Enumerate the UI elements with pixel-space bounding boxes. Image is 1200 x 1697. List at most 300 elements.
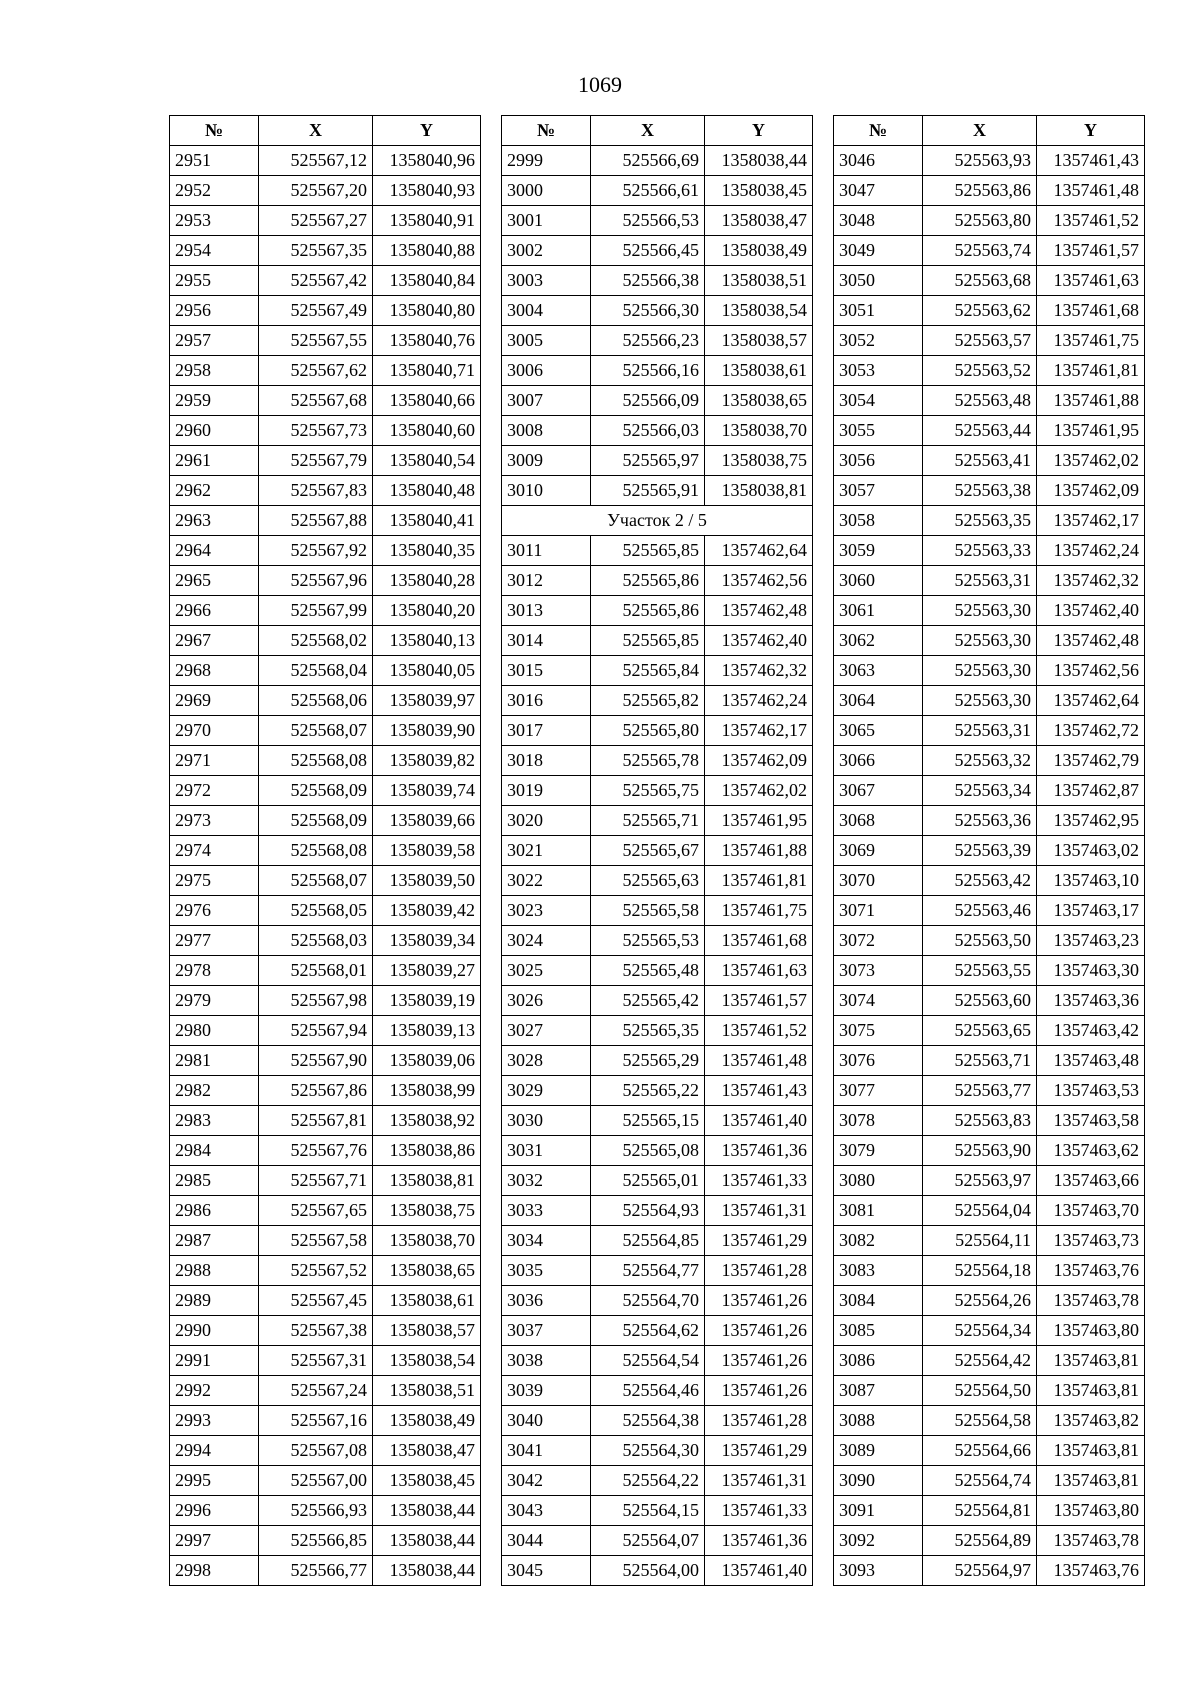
y-coordinate: 1358038,57 bbox=[705, 326, 813, 356]
y-coordinate: 1357461,75 bbox=[705, 896, 813, 926]
point-number: 2969 bbox=[170, 686, 259, 716]
point-number: 3071 bbox=[834, 896, 923, 926]
table-row bbox=[170, 1196, 481, 1226]
y-coordinate: 1357461,43 bbox=[705, 1076, 813, 1106]
table-row bbox=[170, 836, 481, 866]
y-coordinate: 1358038,49 bbox=[705, 236, 813, 266]
table-row bbox=[834, 206, 1145, 236]
table-row bbox=[502, 686, 813, 716]
point-number: 3027 bbox=[502, 1016, 591, 1046]
table-row bbox=[170, 746, 481, 776]
table-row bbox=[502, 1016, 813, 1046]
point-number: 3085 bbox=[834, 1316, 923, 1346]
table-row bbox=[170, 1226, 481, 1256]
table-row bbox=[834, 506, 1145, 536]
table-row bbox=[170, 1016, 481, 1046]
x-coordinate: 525567,31 bbox=[259, 1346, 373, 1376]
table-row bbox=[834, 896, 1145, 926]
x-coordinate: 525565,85 bbox=[591, 626, 705, 656]
coordinates-table-2 bbox=[501, 115, 813, 1586]
table-row bbox=[170, 476, 481, 506]
point-number: 2968 bbox=[170, 656, 259, 686]
y-coordinate: 1358040,93 bbox=[373, 176, 481, 206]
x-coordinate: 525564,81 bbox=[923, 1496, 1037, 1526]
table-header-row bbox=[170, 116, 481, 146]
y-coordinate: 1357462,64 bbox=[705, 536, 813, 566]
point-number: 3052 bbox=[834, 326, 923, 356]
x-coordinate: 525563,30 bbox=[923, 686, 1037, 716]
point-number: 2963 bbox=[170, 506, 259, 536]
x-coordinate: 525563,80 bbox=[923, 206, 1037, 236]
y-coordinate: 1357461,36 bbox=[705, 1136, 813, 1166]
x-coordinate: 525567,52 bbox=[259, 1256, 373, 1286]
table-row bbox=[834, 866, 1145, 896]
y-coordinate: 1357461,33 bbox=[705, 1166, 813, 1196]
table-row bbox=[502, 836, 813, 866]
x-coordinate: 525565,48 bbox=[591, 956, 705, 986]
table-row bbox=[170, 626, 481, 656]
point-number: 2993 bbox=[170, 1406, 259, 1436]
point-number: 3080 bbox=[834, 1166, 923, 1196]
point-number: 3069 bbox=[834, 836, 923, 866]
x-coordinate: 525563,83 bbox=[923, 1106, 1037, 1136]
table-row bbox=[502, 866, 813, 896]
x-coordinate: 525566,30 bbox=[591, 296, 705, 326]
y-coordinate: 1358038,70 bbox=[705, 416, 813, 446]
point-number: 2997 bbox=[170, 1526, 259, 1556]
table-row bbox=[170, 716, 481, 746]
point-number: 2976 bbox=[170, 896, 259, 926]
x-coordinate: 525564,58 bbox=[923, 1406, 1037, 1436]
y-coordinate: 1357461,57 bbox=[1037, 236, 1145, 266]
table-header-row bbox=[502, 116, 813, 146]
point-number: 3088 bbox=[834, 1406, 923, 1436]
y-coordinate: 1357461,29 bbox=[705, 1226, 813, 1256]
table-row bbox=[170, 926, 481, 956]
y-coordinate: 1357462,79 bbox=[1037, 746, 1145, 776]
point-number: 3043 bbox=[502, 1496, 591, 1526]
point-number: 3040 bbox=[502, 1406, 591, 1436]
point-number: 2959 bbox=[170, 386, 259, 416]
y-coordinate: 1357462,40 bbox=[705, 626, 813, 656]
header-number: № bbox=[834, 116, 923, 146]
x-coordinate: 525566,38 bbox=[591, 266, 705, 296]
table-row bbox=[502, 1406, 813, 1436]
table-row bbox=[502, 1496, 813, 1526]
x-coordinate: 525563,52 bbox=[923, 356, 1037, 386]
table-row bbox=[502, 1556, 813, 1586]
y-coordinate: 1357461,40 bbox=[705, 1556, 813, 1586]
y-coordinate: 1357461,43 bbox=[1037, 146, 1145, 176]
x-coordinate: 525564,15 bbox=[591, 1496, 705, 1526]
point-number: 2957 bbox=[170, 326, 259, 356]
x-coordinate: 525565,84 bbox=[591, 656, 705, 686]
y-coordinate: 1358040,41 bbox=[373, 506, 481, 536]
y-coordinate: 1358038,44 bbox=[705, 146, 813, 176]
x-coordinate: 525567,35 bbox=[259, 236, 373, 266]
x-coordinate: 525563,60 bbox=[923, 986, 1037, 1016]
point-number: 3067 bbox=[834, 776, 923, 806]
point-number: 3021 bbox=[502, 836, 591, 866]
table-row bbox=[170, 1046, 481, 1076]
coordinates-table-3 bbox=[833, 115, 1145, 1586]
point-number: 3070 bbox=[834, 866, 923, 896]
x-coordinate: 525568,04 bbox=[259, 656, 373, 686]
y-coordinate: 1357461,36 bbox=[705, 1526, 813, 1556]
table-row bbox=[170, 776, 481, 806]
y-coordinate: 1358038,45 bbox=[705, 176, 813, 206]
y-coordinate: 1357463,81 bbox=[1037, 1466, 1145, 1496]
table-row bbox=[170, 1166, 481, 1196]
x-coordinate: 525568,05 bbox=[259, 896, 373, 926]
table-row bbox=[502, 1106, 813, 1136]
y-coordinate: 1358038,57 bbox=[373, 1316, 481, 1346]
x-coordinate: 525564,50 bbox=[923, 1376, 1037, 1406]
table-row bbox=[170, 1256, 481, 1286]
x-coordinate: 525566,61 bbox=[591, 176, 705, 206]
table-row bbox=[502, 446, 813, 476]
table-row bbox=[502, 926, 813, 956]
table-row bbox=[834, 1016, 1145, 1046]
y-coordinate: 1357463,80 bbox=[1037, 1316, 1145, 1346]
x-coordinate: 525566,69 bbox=[591, 146, 705, 176]
table-row bbox=[170, 806, 481, 836]
table-row bbox=[170, 536, 481, 566]
x-coordinate: 525563,65 bbox=[923, 1016, 1037, 1046]
x-coordinate: 525563,41 bbox=[923, 446, 1037, 476]
point-number: 3006 bbox=[502, 356, 591, 386]
point-number: 3062 bbox=[834, 626, 923, 656]
point-number: 3078 bbox=[834, 1106, 923, 1136]
x-coordinate: 525564,62 bbox=[591, 1316, 705, 1346]
table-row bbox=[834, 1256, 1145, 1286]
y-coordinate: 1358040,84 bbox=[373, 266, 481, 296]
x-coordinate: 525565,71 bbox=[591, 806, 705, 836]
y-coordinate: 1357462,02 bbox=[1037, 446, 1145, 476]
table-row bbox=[834, 536, 1145, 566]
point-number: 3058 bbox=[834, 506, 923, 536]
table-row bbox=[834, 1196, 1145, 1226]
table-row bbox=[834, 266, 1145, 296]
x-coordinate: 525567,16 bbox=[259, 1406, 373, 1436]
y-coordinate: 1357461,29 bbox=[705, 1436, 813, 1466]
y-coordinate: 1358038,75 bbox=[705, 446, 813, 476]
x-coordinate: 525567,99 bbox=[259, 596, 373, 626]
x-coordinate: 525567,83 bbox=[259, 476, 373, 506]
table-row bbox=[170, 266, 481, 296]
x-coordinate: 525568,01 bbox=[259, 956, 373, 986]
point-number: 3081 bbox=[834, 1196, 923, 1226]
table-row bbox=[834, 806, 1145, 836]
table-row bbox=[834, 776, 1145, 806]
y-coordinate: 1357462,40 bbox=[1037, 596, 1145, 626]
x-coordinate: 525563,31 bbox=[923, 566, 1037, 596]
y-coordinate: 1357461,28 bbox=[705, 1406, 813, 1436]
point-number: 3015 bbox=[502, 656, 591, 686]
point-number: 3007 bbox=[502, 386, 591, 416]
point-number: 3023 bbox=[502, 896, 591, 926]
x-coordinate: 525567,81 bbox=[259, 1106, 373, 1136]
x-coordinate: 525566,45 bbox=[591, 236, 705, 266]
y-coordinate: 1357462,87 bbox=[1037, 776, 1145, 806]
table-row bbox=[834, 626, 1145, 656]
y-coordinate: 1357461,81 bbox=[705, 866, 813, 896]
x-coordinate: 525563,44 bbox=[923, 416, 1037, 446]
point-number: 2990 bbox=[170, 1316, 259, 1346]
y-coordinate: 1358038,86 bbox=[373, 1136, 481, 1166]
y-coordinate: 1357462,09 bbox=[705, 746, 813, 776]
y-coordinate: 1357461,48 bbox=[1037, 176, 1145, 206]
x-coordinate: 525563,36 bbox=[923, 806, 1037, 836]
point-number: 3001 bbox=[502, 206, 591, 236]
y-coordinate: 1358038,54 bbox=[705, 296, 813, 326]
table-row bbox=[834, 296, 1145, 326]
x-coordinate: 525563,38 bbox=[923, 476, 1037, 506]
point-number: 2975 bbox=[170, 866, 259, 896]
point-number: 3072 bbox=[834, 926, 923, 956]
x-coordinate: 525567,86 bbox=[259, 1076, 373, 1106]
x-coordinate: 525567,62 bbox=[259, 356, 373, 386]
table-row bbox=[170, 416, 481, 446]
table-row bbox=[834, 1136, 1145, 1166]
table-row bbox=[834, 1346, 1145, 1376]
point-number: 3012 bbox=[502, 566, 591, 596]
y-coordinate: 1358039,66 bbox=[373, 806, 481, 836]
y-coordinate: 1357463,80 bbox=[1037, 1496, 1145, 1526]
point-number: 3033 bbox=[502, 1196, 591, 1226]
x-coordinate: 525564,85 bbox=[591, 1226, 705, 1256]
point-number: 2961 bbox=[170, 446, 259, 476]
x-coordinate: 525563,30 bbox=[923, 626, 1037, 656]
table-row bbox=[170, 1106, 481, 1136]
y-coordinate: 1357461,28 bbox=[705, 1256, 813, 1286]
point-number: 3087 bbox=[834, 1376, 923, 1406]
y-coordinate: 1358040,96 bbox=[373, 146, 481, 176]
y-coordinate: 1357462,64 bbox=[1037, 686, 1145, 716]
point-number: 3011 bbox=[502, 536, 591, 566]
x-coordinate: 525563,35 bbox=[923, 506, 1037, 536]
x-coordinate: 525563,62 bbox=[923, 296, 1037, 326]
point-number: 2995 bbox=[170, 1466, 259, 1496]
y-coordinate: 1357461,75 bbox=[1037, 326, 1145, 356]
x-coordinate: 525567,27 bbox=[259, 206, 373, 236]
point-number: 3066 bbox=[834, 746, 923, 776]
point-number: 3050 bbox=[834, 266, 923, 296]
table-row bbox=[170, 986, 481, 1016]
x-coordinate: 525568,06 bbox=[259, 686, 373, 716]
y-coordinate: 1357462,24 bbox=[705, 686, 813, 716]
x-coordinate: 525566,53 bbox=[591, 206, 705, 236]
point-number: 2962 bbox=[170, 476, 259, 506]
table-row bbox=[170, 146, 481, 176]
x-coordinate: 525567,68 bbox=[259, 386, 373, 416]
y-coordinate: 1358038,49 bbox=[373, 1406, 481, 1436]
y-coordinate: 1357463,66 bbox=[1037, 1166, 1145, 1196]
x-coordinate: 525564,26 bbox=[923, 1286, 1037, 1316]
x-coordinate: 525563,90 bbox=[923, 1136, 1037, 1166]
point-number: 2982 bbox=[170, 1076, 259, 1106]
table-row bbox=[170, 1376, 481, 1406]
table-row bbox=[502, 596, 813, 626]
y-coordinate: 1358040,71 bbox=[373, 356, 481, 386]
x-coordinate: 525564,30 bbox=[591, 1436, 705, 1466]
point-number: 3016 bbox=[502, 686, 591, 716]
point-number: 3048 bbox=[834, 206, 923, 236]
x-coordinate: 525565,63 bbox=[591, 866, 705, 896]
x-coordinate: 525565,58 bbox=[591, 896, 705, 926]
table-row bbox=[170, 446, 481, 476]
point-number: 3047 bbox=[834, 176, 923, 206]
x-coordinate: 525565,75 bbox=[591, 776, 705, 806]
x-coordinate: 525567,94 bbox=[259, 1016, 373, 1046]
point-number: 3064 bbox=[834, 686, 923, 716]
table-row bbox=[502, 1196, 813, 1226]
point-number: 3054 bbox=[834, 386, 923, 416]
table-row bbox=[170, 176, 481, 206]
y-coordinate: 1357462,48 bbox=[705, 596, 813, 626]
x-coordinate: 525566,16 bbox=[591, 356, 705, 386]
point-number: 3034 bbox=[502, 1226, 591, 1256]
y-coordinate: 1358038,65 bbox=[705, 386, 813, 416]
header-y: Y bbox=[1037, 116, 1145, 146]
table-row bbox=[834, 146, 1145, 176]
x-coordinate: 525563,74 bbox=[923, 236, 1037, 266]
y-coordinate: 1357463,17 bbox=[1037, 896, 1145, 926]
y-coordinate: 1357461,68 bbox=[705, 926, 813, 956]
point-number: 3093 bbox=[834, 1556, 923, 1586]
x-coordinate: 525563,30 bbox=[923, 656, 1037, 686]
table-row bbox=[502, 296, 813, 326]
table-row bbox=[502, 746, 813, 776]
y-coordinate: 1358039,50 bbox=[373, 866, 481, 896]
table-row bbox=[502, 776, 813, 806]
section-row bbox=[502, 506, 813, 536]
table-row bbox=[834, 596, 1145, 626]
table-row bbox=[502, 716, 813, 746]
y-coordinate: 1358038,65 bbox=[373, 1256, 481, 1286]
table-row bbox=[170, 1076, 481, 1106]
table-row bbox=[170, 656, 481, 686]
point-number: 2953 bbox=[170, 206, 259, 236]
table-row bbox=[170, 686, 481, 716]
y-coordinate: 1358038,75 bbox=[373, 1196, 481, 1226]
y-coordinate: 1357463,58 bbox=[1037, 1106, 1145, 1136]
y-coordinate: 1358040,13 bbox=[373, 626, 481, 656]
x-coordinate: 525567,38 bbox=[259, 1316, 373, 1346]
table-row bbox=[170, 1136, 481, 1166]
x-coordinate: 525564,97 bbox=[923, 1556, 1037, 1586]
x-coordinate: 525565,22 bbox=[591, 1076, 705, 1106]
x-coordinate: 525563,68 bbox=[923, 266, 1037, 296]
table-row bbox=[834, 386, 1145, 416]
point-number: 3063 bbox=[834, 656, 923, 686]
table-row bbox=[834, 1316, 1145, 1346]
point-number: 3020 bbox=[502, 806, 591, 836]
table-row bbox=[834, 356, 1145, 386]
table-row bbox=[502, 476, 813, 506]
y-coordinate: 1357461,95 bbox=[1037, 416, 1145, 446]
table-row bbox=[834, 566, 1145, 596]
x-coordinate: 525563,31 bbox=[923, 716, 1037, 746]
table-row bbox=[834, 236, 1145, 266]
table-row bbox=[502, 1046, 813, 1076]
point-number: 3076 bbox=[834, 1046, 923, 1076]
x-coordinate: 525567,71 bbox=[259, 1166, 373, 1196]
point-number: 3028 bbox=[502, 1046, 591, 1076]
y-coordinate: 1357463,23 bbox=[1037, 926, 1145, 956]
header-number: № bbox=[502, 116, 591, 146]
point-number: 2966 bbox=[170, 596, 259, 626]
point-number: 2958 bbox=[170, 356, 259, 386]
y-coordinate: 1357462,32 bbox=[705, 656, 813, 686]
point-number: 3041 bbox=[502, 1436, 591, 1466]
table-row bbox=[502, 386, 813, 416]
y-coordinate: 1358039,19 bbox=[373, 986, 481, 1016]
x-coordinate: 525565,15 bbox=[591, 1106, 705, 1136]
x-coordinate: 525565,01 bbox=[591, 1166, 705, 1196]
header-x: X bbox=[591, 116, 705, 146]
point-number: 2967 bbox=[170, 626, 259, 656]
y-coordinate: 1357463,02 bbox=[1037, 836, 1145, 866]
y-coordinate: 1357461,48 bbox=[705, 1046, 813, 1076]
table-row bbox=[834, 1226, 1145, 1256]
y-coordinate: 1358040,88 bbox=[373, 236, 481, 266]
y-coordinate: 1358040,20 bbox=[373, 596, 481, 626]
point-number: 3037 bbox=[502, 1316, 591, 1346]
table-row bbox=[170, 296, 481, 326]
y-coordinate: 1358038,44 bbox=[373, 1556, 481, 1586]
point-number: 3059 bbox=[834, 536, 923, 566]
y-coordinate: 1357463,81 bbox=[1037, 1346, 1145, 1376]
point-number: 3051 bbox=[834, 296, 923, 326]
table-row bbox=[170, 1556, 481, 1586]
x-coordinate: 525563,97 bbox=[923, 1166, 1037, 1196]
point-number: 3046 bbox=[834, 146, 923, 176]
y-coordinate: 1357462,24 bbox=[1037, 536, 1145, 566]
point-number: 3014 bbox=[502, 626, 591, 656]
y-coordinate: 1357462,02 bbox=[705, 776, 813, 806]
y-coordinate: 1358039,90 bbox=[373, 716, 481, 746]
point-number: 2951 bbox=[170, 146, 259, 176]
point-number: 2999 bbox=[502, 146, 591, 176]
table-row bbox=[170, 596, 481, 626]
y-coordinate: 1358038,44 bbox=[373, 1526, 481, 1556]
point-number: 3004 bbox=[502, 296, 591, 326]
x-coordinate: 525564,07 bbox=[591, 1526, 705, 1556]
x-coordinate: 525567,58 bbox=[259, 1226, 373, 1256]
y-coordinate: 1357463,82 bbox=[1037, 1406, 1145, 1436]
x-coordinate: 525568,02 bbox=[259, 626, 373, 656]
point-number: 2972 bbox=[170, 776, 259, 806]
table-row bbox=[502, 1466, 813, 1496]
x-coordinate: 525563,55 bbox=[923, 956, 1037, 986]
table-row bbox=[170, 896, 481, 926]
table-row bbox=[502, 236, 813, 266]
y-coordinate: 1358040,28 bbox=[373, 566, 481, 596]
x-coordinate: 525565,08 bbox=[591, 1136, 705, 1166]
table-row bbox=[502, 1436, 813, 1466]
x-coordinate: 525567,42 bbox=[259, 266, 373, 296]
table-row bbox=[834, 836, 1145, 866]
point-number: 3057 bbox=[834, 476, 923, 506]
table-row bbox=[502, 806, 813, 836]
x-coordinate: 525567,98 bbox=[259, 986, 373, 1016]
y-coordinate: 1358039,74 bbox=[373, 776, 481, 806]
point-number: 2996 bbox=[170, 1496, 259, 1526]
point-number: 2979 bbox=[170, 986, 259, 1016]
point-number: 2980 bbox=[170, 1016, 259, 1046]
y-coordinate: 1358038,51 bbox=[705, 266, 813, 296]
